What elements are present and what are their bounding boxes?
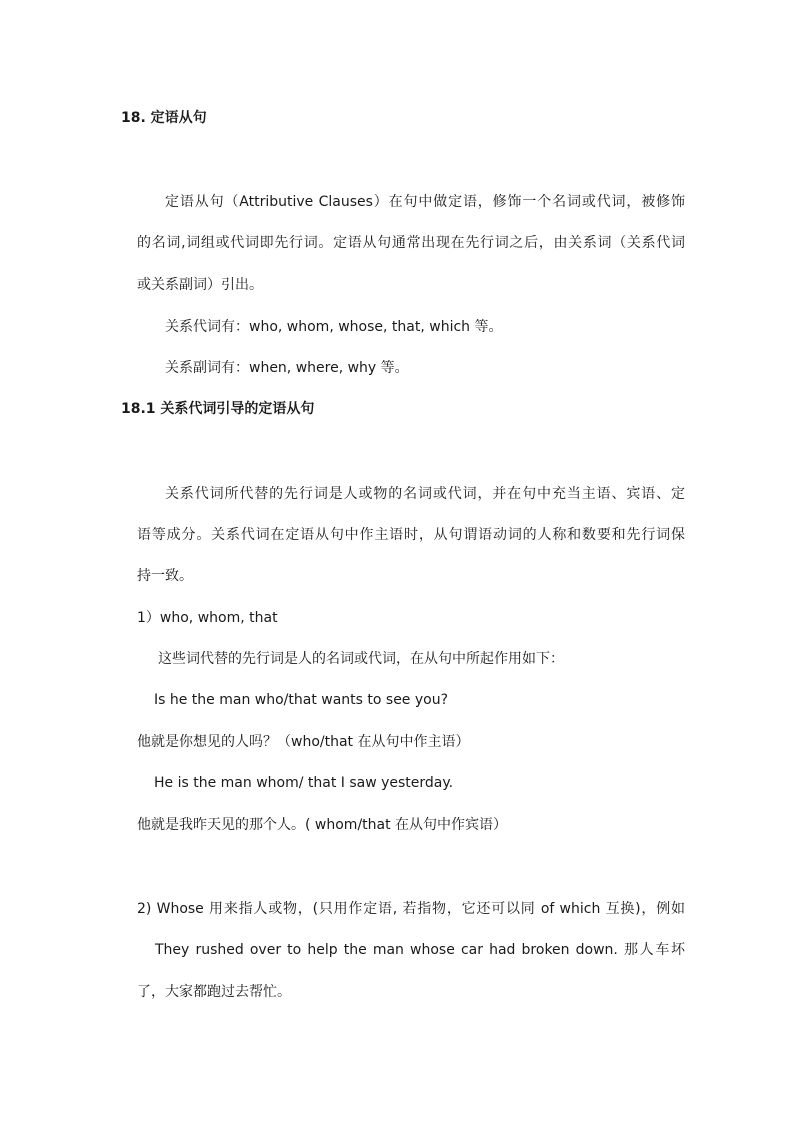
item1-example1-chinese: 他就是你想见的人吗？（who/that 在从句中作主语）: [137, 734, 470, 750]
item2-example-line-2: 了，大家都跑过去帮忙。: [137, 984, 291, 1000]
intro-line-3: 或关系副词）引出。: [137, 277, 263, 293]
item2-title: 2) Whose 用来指人或物，(只用作定语, 若指物，它还可以同 of which 互换)，例如: [137, 901, 685, 917]
item1-title: 1）who, whom, that: [137, 610, 278, 626]
item1-example1-english: Is he the man who/that wants to see you?: [154, 692, 449, 708]
item2-example-line-1: They rushed over to help the man whose car had broken down. 那人车坏: [155, 942, 685, 958]
intro-line-1: 定语从句（Attributive Clauses）在句中做定语，修饰一个名词或代词，被修饰: [165, 194, 685, 210]
intro-line-2: 的名词,词组或代词即先行词。定语从句通常出现在先行词之后，由关系词（关系代词: [137, 235, 685, 251]
relative-adverbs-line: 关系副词有：when, where, why 等。: [165, 360, 409, 376]
section-title: 18. 定语从句: [121, 110, 207, 126]
para2-line-3: 持一致。: [137, 568, 193, 584]
item1-example2-english: He is the man whom/ that I saw yesterday.: [154, 775, 454, 791]
item1-description: 这些词代替的先行词是人的名词或代词，在从句中所起作用如下：: [158, 651, 564, 667]
subsection-title: 18.1 关系代词引导的定语从句: [121, 401, 315, 417]
item1-example2-chinese: 他就是我昨天见的那个人。( whom/that 在从句中作宾语）: [137, 817, 508, 833]
para2-line-1: 关系代词所代替的先行词是人或物的名词或代词，并在句中充当主语、宾语、定: [165, 486, 685, 502]
para2-line-2: 语等成分。关系代词在定语从句中作主语时，从句谓语动词的人称和数要和先行词保: [137, 527, 685, 543]
relative-pronouns-line: 关系代词有：who, whom, whose, that, which 等。: [165, 319, 503, 335]
